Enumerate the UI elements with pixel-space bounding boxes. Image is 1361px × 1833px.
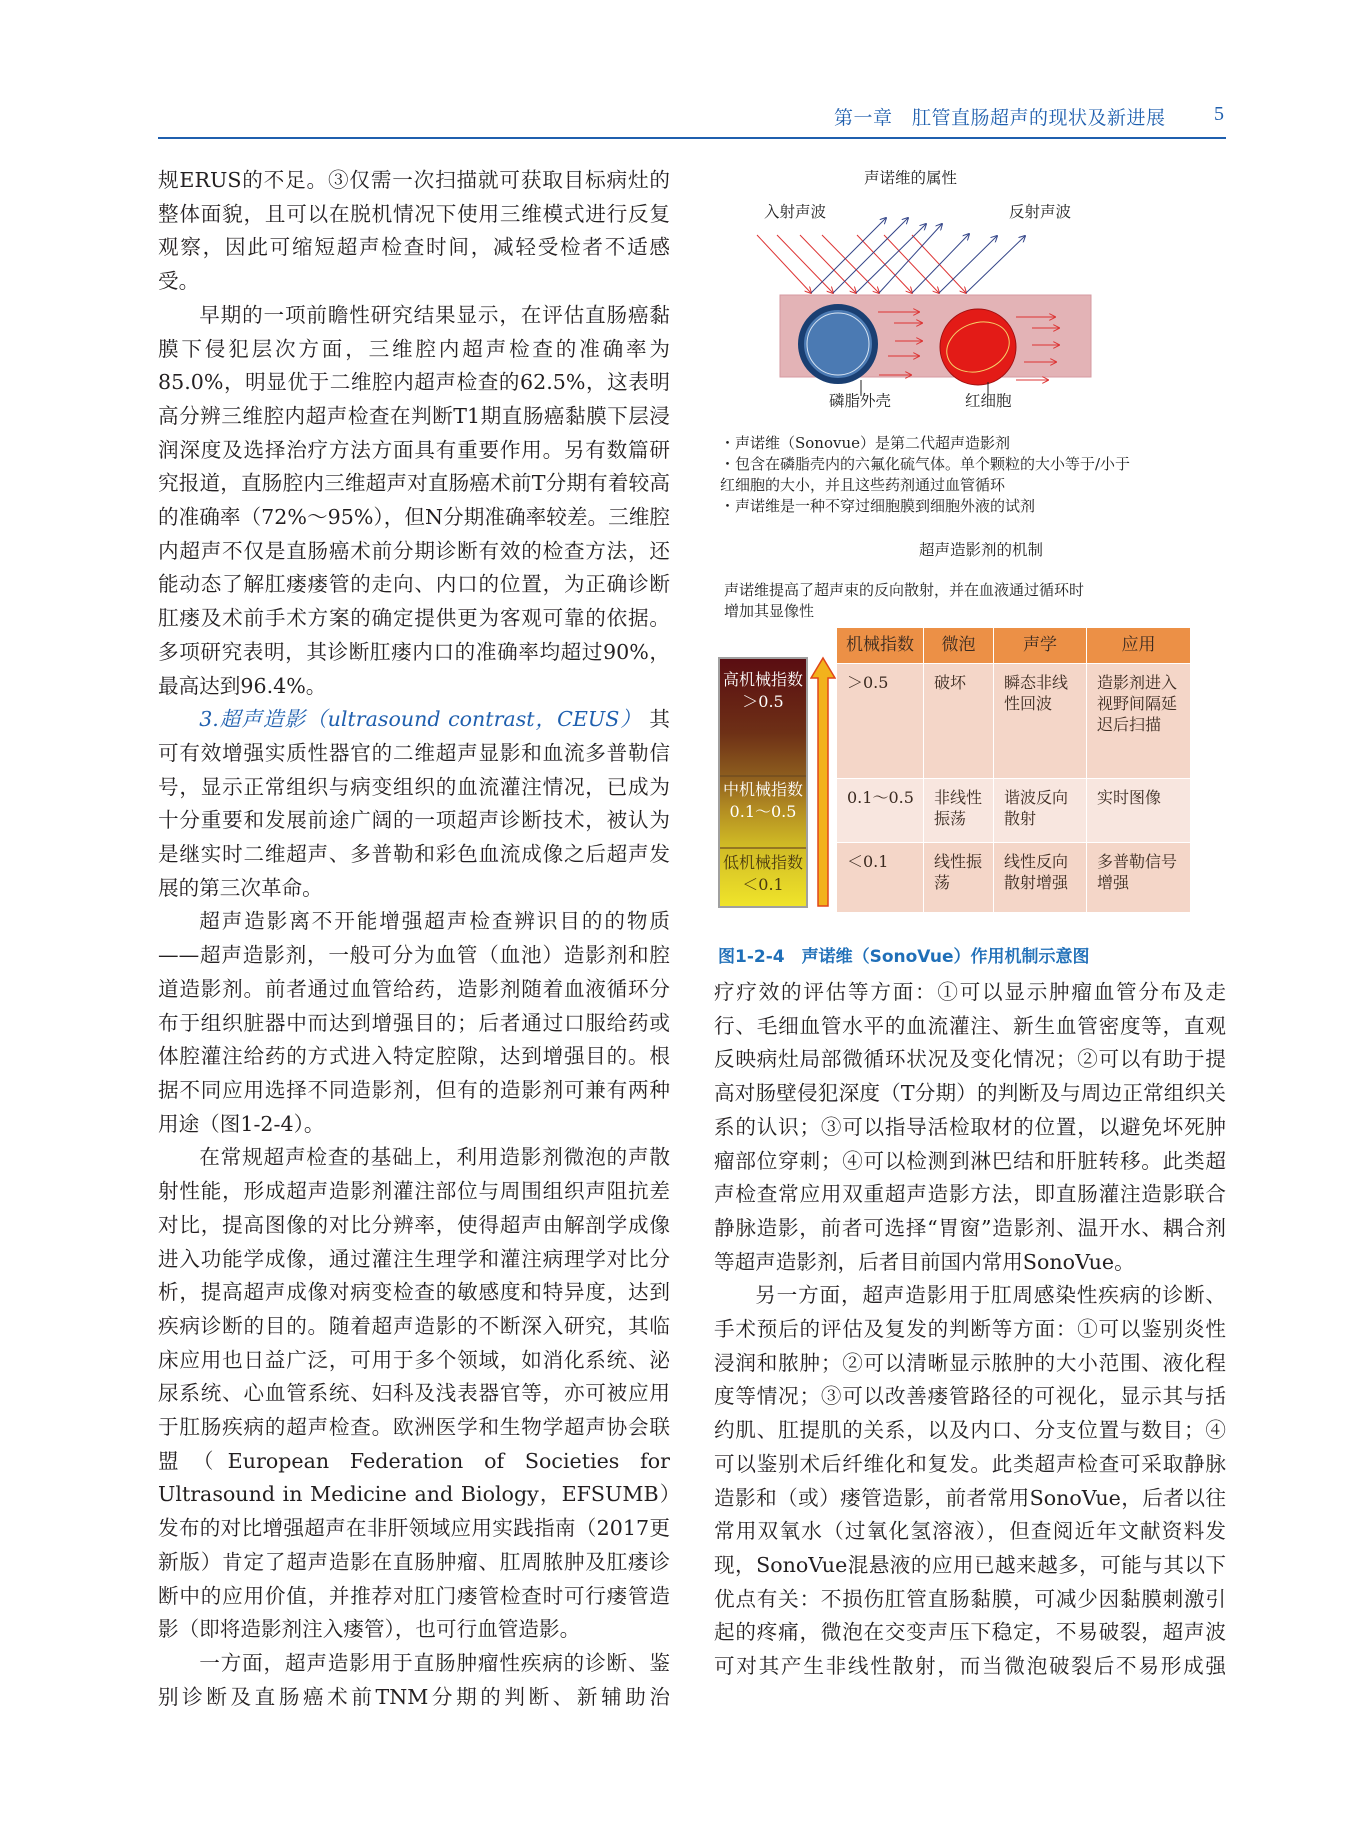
low-mi-value: ＜0.1 — [742, 875, 784, 894]
table-row — [837, 843, 1191, 913]
section-heading: 3.超声造影（ultrasound contrast，CEUS） — [199, 707, 642, 732]
reflected-wave-label: 反射声波 — [1009, 203, 1072, 221]
mechanism-title: 超声造影剂的机制 — [919, 541, 1044, 559]
mechanism-table — [836, 627, 1191, 913]
mid-mi-label: 中机械指数 — [722, 780, 803, 799]
table-cell: 瞬态非线性回波 — [994, 664, 1087, 779]
sonovue-diagram — [714, 160, 1226, 420]
shell-label: 磷脂外壳 — [829, 392, 892, 410]
table-header: 微泡 — [924, 628, 994, 664]
table-cell: 破坏 — [924, 664, 994, 779]
microbubble-icon — [801, 307, 875, 381]
table-cell: 谐波反向散射 — [994, 779, 1087, 843]
mechanical-index-bar — [718, 657, 808, 908]
bullet: 红细胞的大小，并且这些药剂通过血管循环 — [720, 476, 1006, 494]
table-row — [837, 779, 1191, 843]
mechanism-text: 声诺维提高了超声束的反向散射，并在血液通过循环时 — [724, 581, 1085, 599]
bullet: ・包含在磷脂壳内的六氟化硫气体。单个颗粒的大小等于/小于 — [720, 455, 1131, 473]
high-mi-label: 高机械指数 — [722, 670, 803, 689]
table-header: 机械指数 — [837, 628, 924, 664]
table-cell: 多普勒信号增强 — [1087, 843, 1191, 913]
figure-caption: 图1-2-4 声诺维（SonoVue）作用机制示意图 — [718, 947, 1090, 967]
high-mi-value: ＞0.5 — [742, 692, 784, 711]
left-column — [158, 164, 670, 1714]
table-cell: ＜0.1 — [837, 843, 924, 913]
bullet: ・声诺维是一种不穿过细胞膜到细胞外液的试剂 — [720, 497, 1036, 515]
paragraph: 超声造影离不开能增强超声检查辨识目的的物质——超声造影剂，一般可分为血管（血池）造影剂和腔道造影剂。前者通过血管给药，造影剂随着血液循环分布于组织脏器中而达到增强目的；后者通过口服给药或体腔灌注给药的方式进入特定腔隙，达到增强目的。根据不同应用选择不同造影剂，但有的造影剂可兼有两种用途（图1-2-4）。 — [158, 909, 670, 1136]
table-cell: 线性反向散射增强 — [994, 843, 1087, 913]
paragraph: 疗疗效的评估等方面：①可以显示肿瘤血管分布及走行、毛细血管水平的血流灌注、新生血管密度等，直观反映病灶局部微循环状况及变化情况；②可以有助于提高对肠壁侵犯深度（T分期）的判断及与周边正常组织关系的认识；③可以指导活检取材的位置，以避免坏死肿瘤部位穿刺；④可以检测到淋巴结和肝脏转移。此类超声检查常应用双重超声造影方法，即直肠灌注造影联合静脉造影，前者可选择“胃窗”造影剂、温开水、耦合剂等超声造影剂，后者目前国内常用SonoVue。 — [714, 980, 1226, 1274]
table-cell: 实时图像 — [1087, 779, 1191, 843]
figure-title: 声诺维的属性 — [864, 169, 958, 187]
paragraph: 在常规超声检查的基础上，利用造影剂微泡的声散射性能，形成超声造影剂灌注部位与周围组织声阻抗差对比，提高图像的对比分辨率，使得超声由解剖学成像进入功能学成像，通过灌注生理学和灌注病理学对比分析，提高超声成像对病变检查的敏感度和特异度，达到疾病诊断的目的。随着超声造影的不断深入研究，其临床应用也日益广泛，可用于多个领域，如消化系统、泌尿系统、心血管系统、妇科及浅表器官等，亦可被应用于肛肠疾病的超声检查。欧洲医学和生物学超声协会联盟（European Federation of Societies for Ultrasound in Medicine and Biology，EFSUMB）发布的对比增强超声在非肝领域应用实践指南（2017更新版）肯定了超声造影在直肠肿瘤、肛周脓肿及肛瘘诊断中的应用价值，并推荐对肛门瘘管检查时可行瘘管造影（即将造影剂注入瘘管），也可行血管造影。 — [158, 1145, 670, 1642]
figure-1-2-4 — [714, 160, 1226, 967]
red-blood-cell-icon — [940, 309, 1016, 385]
paragraph: 另一方面，超声造影用于肛周感染性疾病的诊断、手术预后的评估及复发的判断等方面：①可以鉴别炎性浸润和脓肿；②可以清晰显示脓肿的大小范围、液化程度等情况；③可以改善瘘管路径的可视化，显示其与括约肌、肛提肌的关系，以及内口、分支位置与数目；④可以鉴别术后纤维化和复发。此类超声检查可采取静脉造影和（或）瘘管造影，前者常用SonoVue，后者以往常用双氧水（过氧化氢溶液），但查阅近年文献资料发现，SonoVue混悬液的应用已越来越多，可能与其以下优点有关：不损伤肛管直肠黏膜，可减少因黏膜刺激引起的疼痛，微泡在交变声压下稳定，不易破裂，超声波可对其产生非线性散射，而当微泡破裂后不易形成强 — [714, 1283, 1226, 1679]
reflected-wave-arrows — [811, 218, 1025, 293]
mechanism-text: 增加其显像性 — [724, 602, 815, 620]
table-cell: 造影剂进入视野间隔延迟后扫描 — [1087, 664, 1191, 779]
paragraph: 一方面，超声造影用于直肠肿瘤性疾病的诊断、鉴别诊断及直肠癌术前TNM分期的判断、新辅助治 — [158, 1650, 670, 1709]
running-header: 第一章 肛管直肠超声的现状及新进展 — [834, 107, 1166, 129]
right-column — [714, 976, 1226, 1684]
incident-wave-label: 入射声波 — [764, 203, 827, 221]
mid-mi-value: 0.1～0.5 — [729, 802, 797, 821]
divider — [720, 847, 806, 849]
arrow-up-icon — [810, 656, 836, 908]
table-header: 声学 — [994, 628, 1087, 664]
table-row — [837, 664, 1191, 779]
header-rule — [158, 137, 1226, 139]
table-cell: 非线性振荡 — [924, 779, 994, 843]
paragraph: 早期的一项前瞻性研究结果显示，在评估直肠癌黏膜下侵犯层次方面，三维腔内超声检查的准确率为85.0%，明显优于二维腔内超声检查的62.5%，这表明高分辨三维腔内超声检查在判断T1期直肠癌黏膜下层浸润深度及选择治疗方法方面具有重要作用。另有数篇研究报道，直肠腔内三维超声对直肠癌术前T分期有着较高的准确率（72%～95%），但N分期准确率较差。三维腔内超声不仅是直肠癌术前分期诊断有效的检查方法，还能动态了解肛瘘瘘管的走向、内口的位置，为正确诊断肛瘘及术前手术方案的确定提供更为客观可靠的依据。多项研究表明，其诊断肛瘘内口的准确率均超过90%，最高达到96.4%。 — [158, 302, 670, 698]
table-cell: 线性振荡 — [924, 843, 994, 913]
table-cell: 0.1～0.5 — [837, 779, 924, 843]
paragraph — [158, 703, 670, 905]
divider — [720, 775, 806, 777]
paragraph-text: 其可有效增强实质性器官的二维超声显影和血流多普勒信号，显示正常组织与病变组织的血流灌注情况，已成为十分重要和发展前途广阔的一项超声诊断技术，被认为是继实时二维超声、多普勒和彩色血流成像之后超声发展的第三次革命。 — [158, 707, 671, 900]
low-mi-label: 低机械指数 — [722, 853, 803, 872]
rbc-label: 红细胞 — [965, 392, 1012, 410]
bullet: ・声诺维（Sonovue）是第二代超声造影剂 — [720, 434, 1011, 452]
paragraph: 规ERUS的不足。③仅需一次扫描就可获取目标病灶的整体面貌，且可以在脱机情况下使用三维模式进行反复观察，因此可缩短超声检查时间，减轻受检者不适感受。 — [158, 168, 670, 294]
table-header: 应用 — [1087, 628, 1191, 664]
page-number: 5 — [1214, 103, 1224, 125]
table-cell: ＞0.5 — [837, 664, 924, 779]
